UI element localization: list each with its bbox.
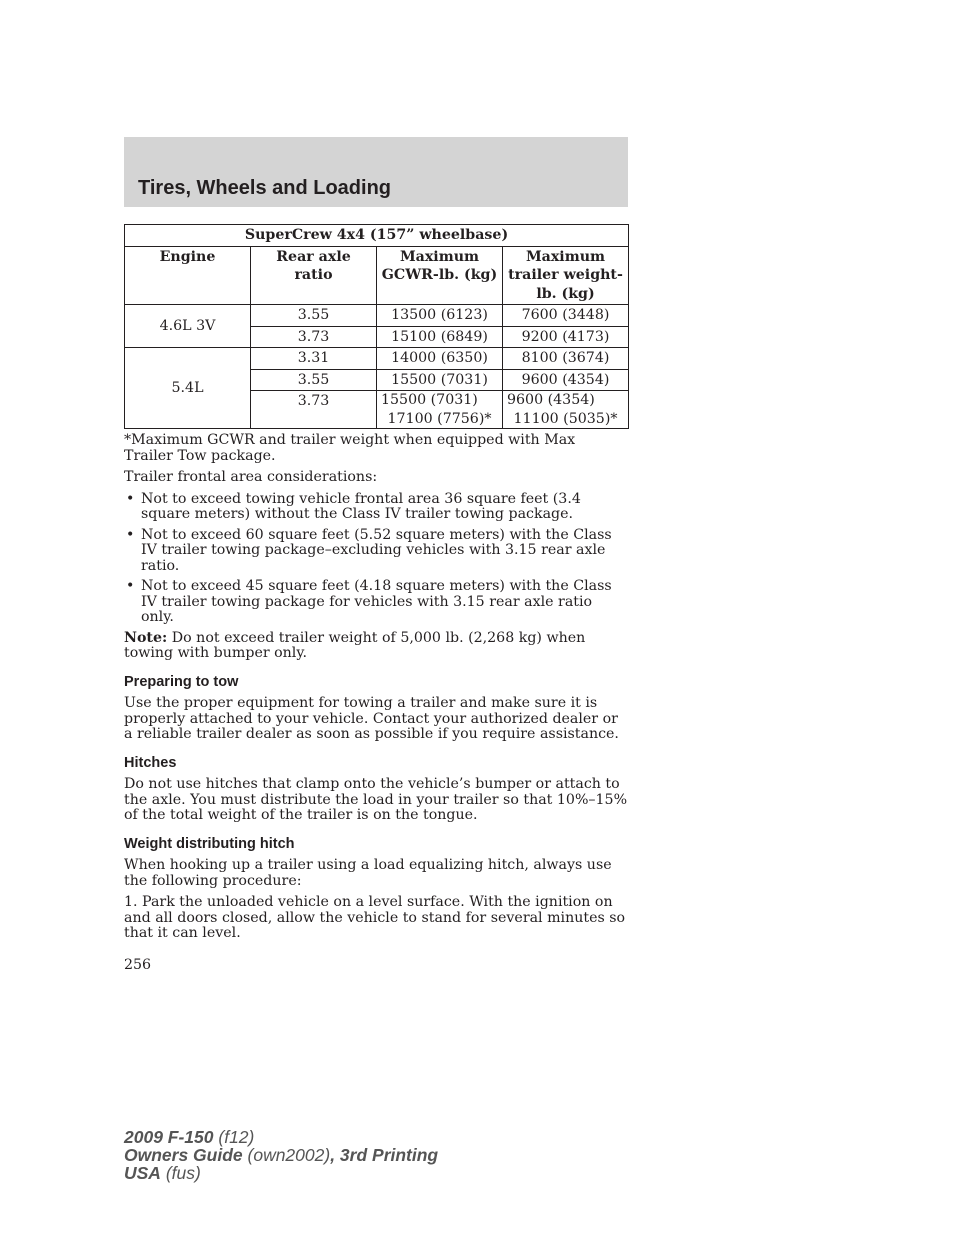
frontal-area-list: [124, 492, 628, 626]
trailer-weight-cell: 9200 (4173): [503, 326, 629, 348]
section-heading: Preparing to tow: [124, 673, 239, 690]
footer-line: [124, 1146, 438, 1164]
table-header-row: [125, 246, 629, 305]
section-header-band: [124, 137, 628, 207]
section-paragraph: Do not use hitches that clamp onto the vehicle’s bumper or attach to the axle. You must distribute the load in your trailer so that 10%–15% of the total weight of the trailer is on the tongue.: [124, 776, 628, 823]
ratio-cell: 3.73: [251, 326, 377, 348]
list-item-text: Not to exceed 60 square feet (5.52 square meters) with the Class IV trailer towing package–excluding vehicles with 3.15 rear axle ratio.: [141, 526, 612, 574]
ratio-cell: 3.73: [251, 391, 377, 429]
ratio-cell: 3.55: [251, 305, 377, 327]
table-caption-row: [125, 225, 629, 247]
footer-guide: Owners Guide: [124, 1145, 243, 1165]
gcwr-cell: [377, 391, 503, 429]
list-item: [124, 579, 628, 626]
page-number: 256: [124, 956, 152, 973]
procedure-step: 1. Park the unloaded vehicle on a level surface. With the ignition on and all doors closed, allow the vehicle to stand for several minutes so that it can level.: [124, 894, 626, 941]
frontal-area-intro: Trailer frontal area considerations:: [124, 469, 378, 485]
engine-cell: 5.4L: [125, 348, 251, 429]
gcwr-cell: 14000 (6350): [377, 348, 503, 370]
footer-printing: , 3rd Printing: [330, 1145, 439, 1165]
table-footnote: *Maximum GCWR and trailer weight when equipped with Max Trailer Tow package.: [124, 432, 576, 464]
gcwr-value: 15500 (7031): [381, 392, 478, 408]
document-footer: [124, 1128, 438, 1182]
footer-market: USA: [124, 1163, 161, 1183]
footer-line: [124, 1128, 438, 1146]
section-paragraph: Use the proper equipment for towing a trailer and make sure it is properly attached to your vehicle. Contact your authorized dealer or a reliable trailer dealer as soon as possible if you require assistance.: [124, 695, 619, 742]
section-heading: Hitches: [124, 754, 177, 771]
list-item: [124, 492, 628, 523]
bullet-icon: •: [126, 526, 135, 543]
trailer-weight-cell: 9600 (4354): [503, 369, 629, 391]
table-row: [125, 305, 629, 327]
gcwr-cell: 13500 (6123): [377, 305, 503, 327]
bullet-icon: •: [126, 578, 135, 594]
ratio-cell: 3.31: [251, 348, 377, 370]
trailer-weight-cell: 7600 (3448): [503, 305, 629, 327]
column-header: Engine: [125, 246, 251, 305]
list-item: [124, 528, 628, 575]
trailer-weight-value: 9600 (4354): [507, 392, 595, 408]
gcwr-cell: 15500 (7031): [377, 369, 503, 391]
note-text: Do not exceed trailer weight of 5,000 lb. (2,268 kg) when towing with bumper only.: [124, 629, 586, 661]
section-heading: Weight distributing hitch: [124, 835, 295, 852]
column-header: Maximum GCWR-lb. (kg): [377, 246, 503, 305]
gcwr-cell: 15100 (6849): [377, 326, 503, 348]
footer-line: [124, 1164, 438, 1182]
bullet-icon: •: [126, 490, 135, 507]
footer-model: 2009 F-150: [124, 1127, 214, 1147]
page-content: [124, 224, 628, 973]
note-paragraph: [124, 631, 628, 662]
note-label: Note:: [124, 629, 168, 646]
section-title: Tires, Wheels and Loading: [138, 177, 392, 199]
list-item-text: Not to exceed 45 square feet (4.18 square meters) with the Class IV trailer towing package for vehicles with 3.15 rear axle ratio only.: [141, 578, 612, 625]
footer-market-code: (fus): [160, 1163, 201, 1183]
section-paragraph: When hooking up a trailer using a load equalizing hitch, always use the following procedure:: [124, 857, 612, 889]
trailer-weight-max-tow-value: 11100 (5035)*: [513, 410, 618, 427]
trailer-weight-cell: 8100 (3674): [503, 348, 629, 370]
table-row: [125, 348, 629, 370]
table-caption: SuperCrew 4x4 (157” wheelbase): [125, 225, 629, 247]
footer-guide-code: (own2002): [242, 1145, 331, 1165]
ratio-cell: 3.55: [251, 369, 377, 391]
column-header: Rear axle ratio: [251, 246, 377, 305]
engine-cell: 4.6L 3V: [125, 305, 251, 348]
gcwr-max-tow-value: 17100 (7756)*: [387, 410, 492, 427]
trailer-weight-cell: [503, 391, 629, 429]
footer-code: (f12): [213, 1127, 255, 1147]
towing-spec-table: [124, 224, 629, 429]
list-item-text: Not to exceed towing vehicle frontal area 36 square feet (3.4 square meters) without the Class IV trailer towing package.: [141, 490, 581, 522]
column-header: Maximum trailer weight-lb. (kg): [503, 246, 629, 305]
